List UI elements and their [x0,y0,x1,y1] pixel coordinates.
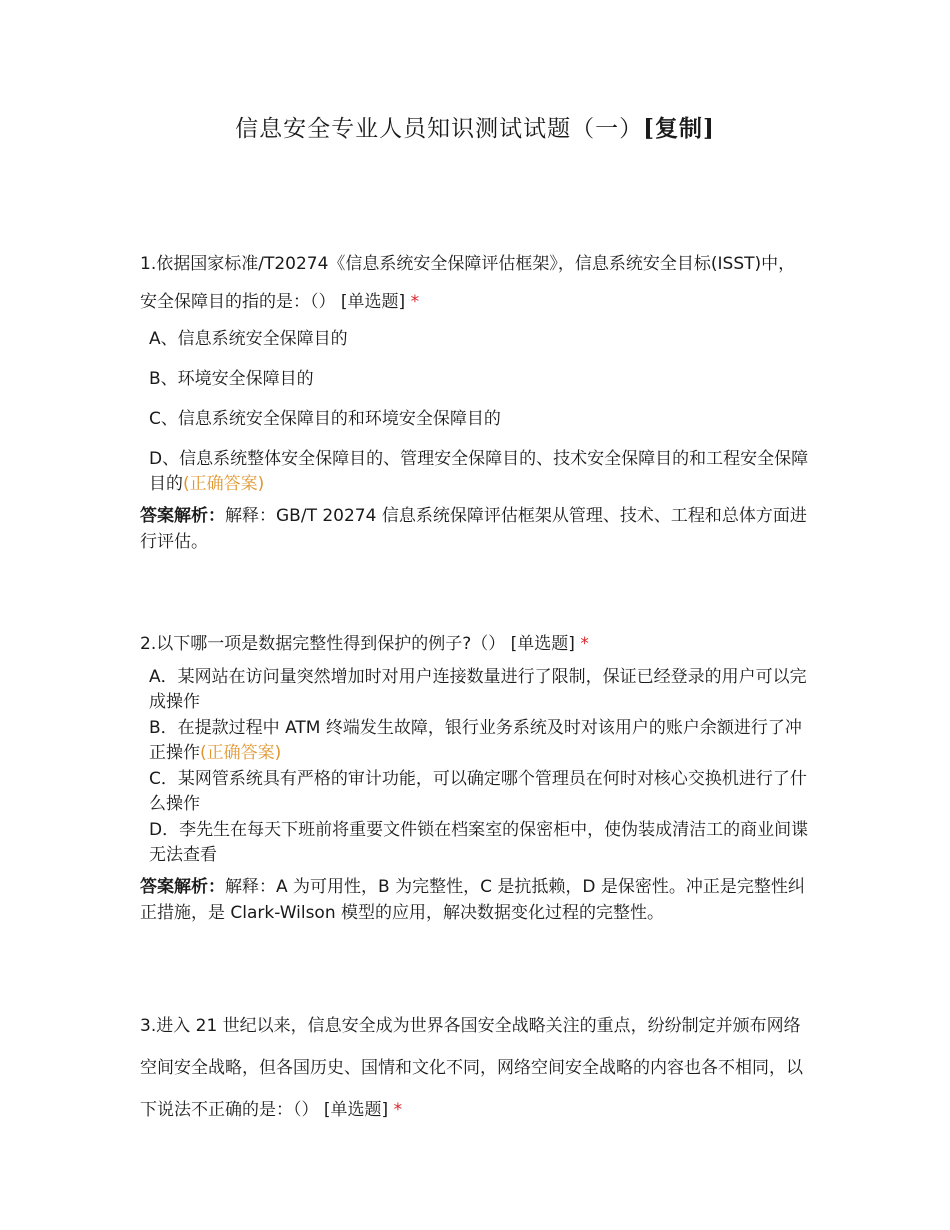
page-title [0,110,950,143]
title-text: 信息安全专业人员知识测试试题（一） [235,116,644,142]
question-stem [140,625,812,663]
correct-answer-tag: (正确答案) [183,474,265,494]
question-3 [140,1005,812,1131]
option-a[interactable] [149,327,812,352]
question-stem [140,245,812,321]
analysis-label: 答案解析： [140,877,225,897]
question-stem-text: 2.以下哪一项是数据完整性得到保护的例子?（） [单选题] [140,634,575,654]
option-text: A．某网站在访问量突然增加时对用户连接数量进行了限制，保证已经登录的用户可以完成操作 [149,667,807,712]
answer-analysis [140,874,812,926]
required-mark: * [410,292,420,312]
copy-link[interactable]: [复制] [643,115,715,142]
option-text: C．某网管系统具有严格的审计功能，可以确定哪个管理员在何时对核心交换机进行了什么操作 [149,769,807,814]
option-text: D．李先生在每天下班前将重要文件锁在档案室的保密柜中，使伪装成清洁工的商业间谍无法查看 [149,820,809,865]
option-text: C、信息系统安全保障目的和环境安全保障目的 [149,409,501,429]
correct-answer-tag: (正确答案) [200,743,282,763]
option-d[interactable] [149,818,812,868]
option-c[interactable] [149,767,812,817]
question-1 [140,245,812,555]
option-list [140,327,812,497]
required-mark: * [393,1100,403,1120]
question-stem-text: 3.进入 21 世纪以来，信息安全成为世界各国安全战略关注的重点，纷纷制定并颁布网络空间安全战略，但各国历史、国情和文化不同，网络空间安全战略的内容也各不相同，以下说法不正确的是：（） [单选题] [140,1016,803,1120]
option-c[interactable] [149,407,812,432]
analysis-text: 解释：GB/T 20274 信息系统保障评估框架从管理、技术、工程和总体方面进行评估。 [140,506,807,552]
option-d[interactable] [149,447,812,497]
analysis-label: 答案解析： [140,506,225,526]
option-b[interactable] [149,716,812,766]
question-stem [140,1005,812,1131]
answer-analysis [140,503,812,555]
option-b[interactable] [149,367,812,392]
question-stem-text: 1.依据国家标准/T20274《信息系统安全保障评估框架》，信息系统安全目标(ISST)中，安全保障目的指的是：（） [单选题] [140,254,796,312]
analysis-text: 解释：A 为可用性，B 为完整性，C 是抗抵赖，D 是保密性。冲正是完整性纠正措施，是 Clark-Wilson 模型的应用，解决数据变化过程的完整性。 [140,877,805,923]
option-text: D、信息系统整体安全保障目的、管理安全保障目的、技术安全保障目的和工程安全保障目的 [149,449,809,494]
option-list [140,665,812,868]
option-a[interactable] [149,665,812,715]
required-mark: * [580,634,589,654]
option-text: A、信息系统安全保障目的 [149,329,348,349]
question-2 [140,625,812,926]
option-text: B．在提款过程中 ATM 终端发生故障，银行业务系统及时对该用户的账户余额进行了冲正操作 [149,718,802,763]
option-text: B、环境安全保障目的 [149,369,314,389]
